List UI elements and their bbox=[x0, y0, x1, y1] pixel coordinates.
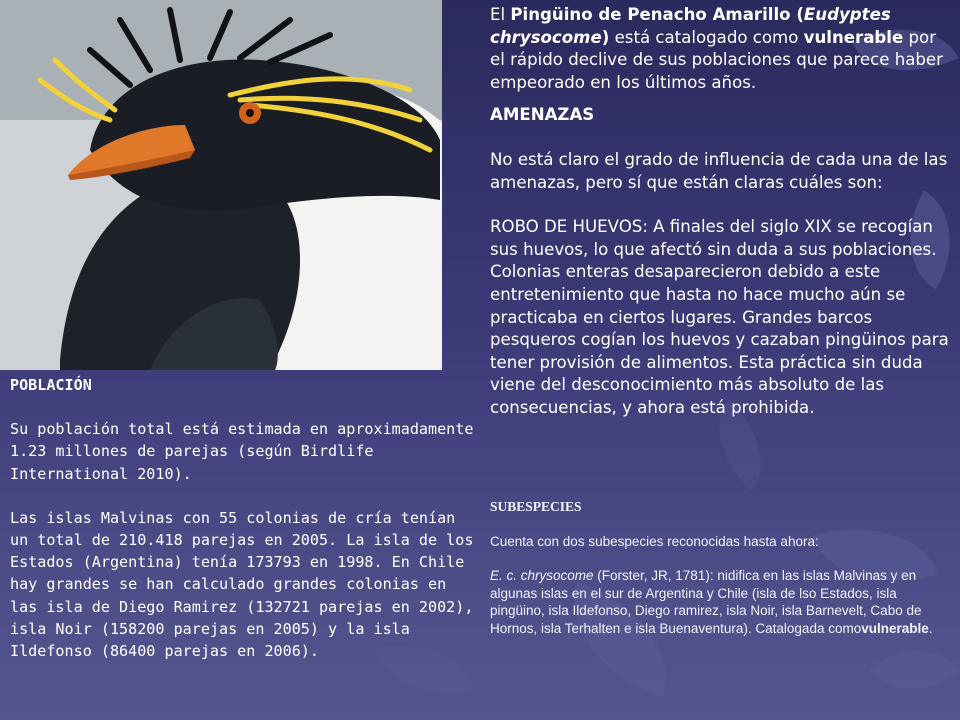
intro-pre: El bbox=[490, 5, 511, 24]
main-text-block bbox=[490, 4, 952, 420]
intro-mid: está catalogado como bbox=[609, 27, 804, 47]
poblacion-paragraph-1: Su población total está estimada en aproximadamente 1.23 millones de parejas (según Birdlife International 2010). bbox=[10, 420, 474, 483]
amenazas-paragraph-2: ROBO DE HUEVOS: A finales del siglo XIX se recogían sus huevos, lo que afectó sin duda a sus poblaciones. Colonias enteras desaparecieron debido a este entretenimiento que hasta no hace mucho aún se practicaba en ciertos lugares. Grandes barcos pesqueros cogían los huevos y cazaban pingüinos para tener provisión de alimentos. Esta práctica sin duda viene del desconocimiento más absoluto de las consecuencias, y ahora está prohibida. bbox=[490, 217, 949, 417]
poblacion-heading: POBLACIÓN bbox=[10, 376, 92, 394]
amenazas-heading: AMENAZAS bbox=[490, 105, 595, 125]
penguin-illustration bbox=[0, 0, 442, 370]
species-name-close: ) bbox=[601, 27, 610, 47]
background-leaf bbox=[869, 625, 960, 716]
subespecies-detail bbox=[490, 567, 952, 637]
amenazas-paragraph-1: No está claro el grado de influencia de cada una de las amenazas, pero sí que están claras cuáles son: bbox=[490, 149, 948, 192]
scientific-name: Eudyptes chrysocome bbox=[490, 5, 891, 47]
penguin-photo bbox=[0, 0, 442, 370]
subespecies-end: . bbox=[928, 620, 933, 636]
intro-paragraph bbox=[490, 4, 952, 94]
intro-rest: por el rápido declive de sus poblaciones que parece haber empeorado en los últimos años. bbox=[490, 27, 943, 92]
species-name: Pingüino de Penacho Amarillo ( bbox=[510, 5, 804, 24]
subespecies-description: (Forster, JR, 1781): nidifica en las islas Malvinas y en algunas islas en el sur de Argentina y Chile (isla de lso Estados, isla pingüino, isla Ildefonso, Diego ramirez, isla Noir, isla Barnevelt, Cabo de Hornos, isla Terhalten e isla Buenaventura). Catalogada como bbox=[490, 568, 922, 636]
poblacion-paragraph-2: Las islas Malvinas con 55 colonias de cría tenían un total de 210.418 parejas en 2005. La isla de los Estados (Argentina) tenía 173793 en 1998. En Chile hay grandes se han calculado grandes colonias en las isla de Diego Ramirez (132721 parejas en 2002), isla Noir (158200 parejas en 2005) y la isla Ildefonso (86400 parejas en 2006). bbox=[10, 508, 474, 661]
subespecies-name: E. c. chrysocome bbox=[490, 568, 594, 583]
subespecies-status: vulnerable bbox=[861, 620, 929, 636]
subespecies-intro: Cuenta con dos subespecies reconocidas hasta ahora: bbox=[490, 533, 819, 549]
subespecies-block bbox=[490, 498, 952, 637]
status-vulnerable: vulnerable bbox=[803, 27, 904, 47]
subespecies-heading: SUBESPECIES bbox=[490, 499, 582, 514]
poblacion-block bbox=[10, 374, 480, 662]
